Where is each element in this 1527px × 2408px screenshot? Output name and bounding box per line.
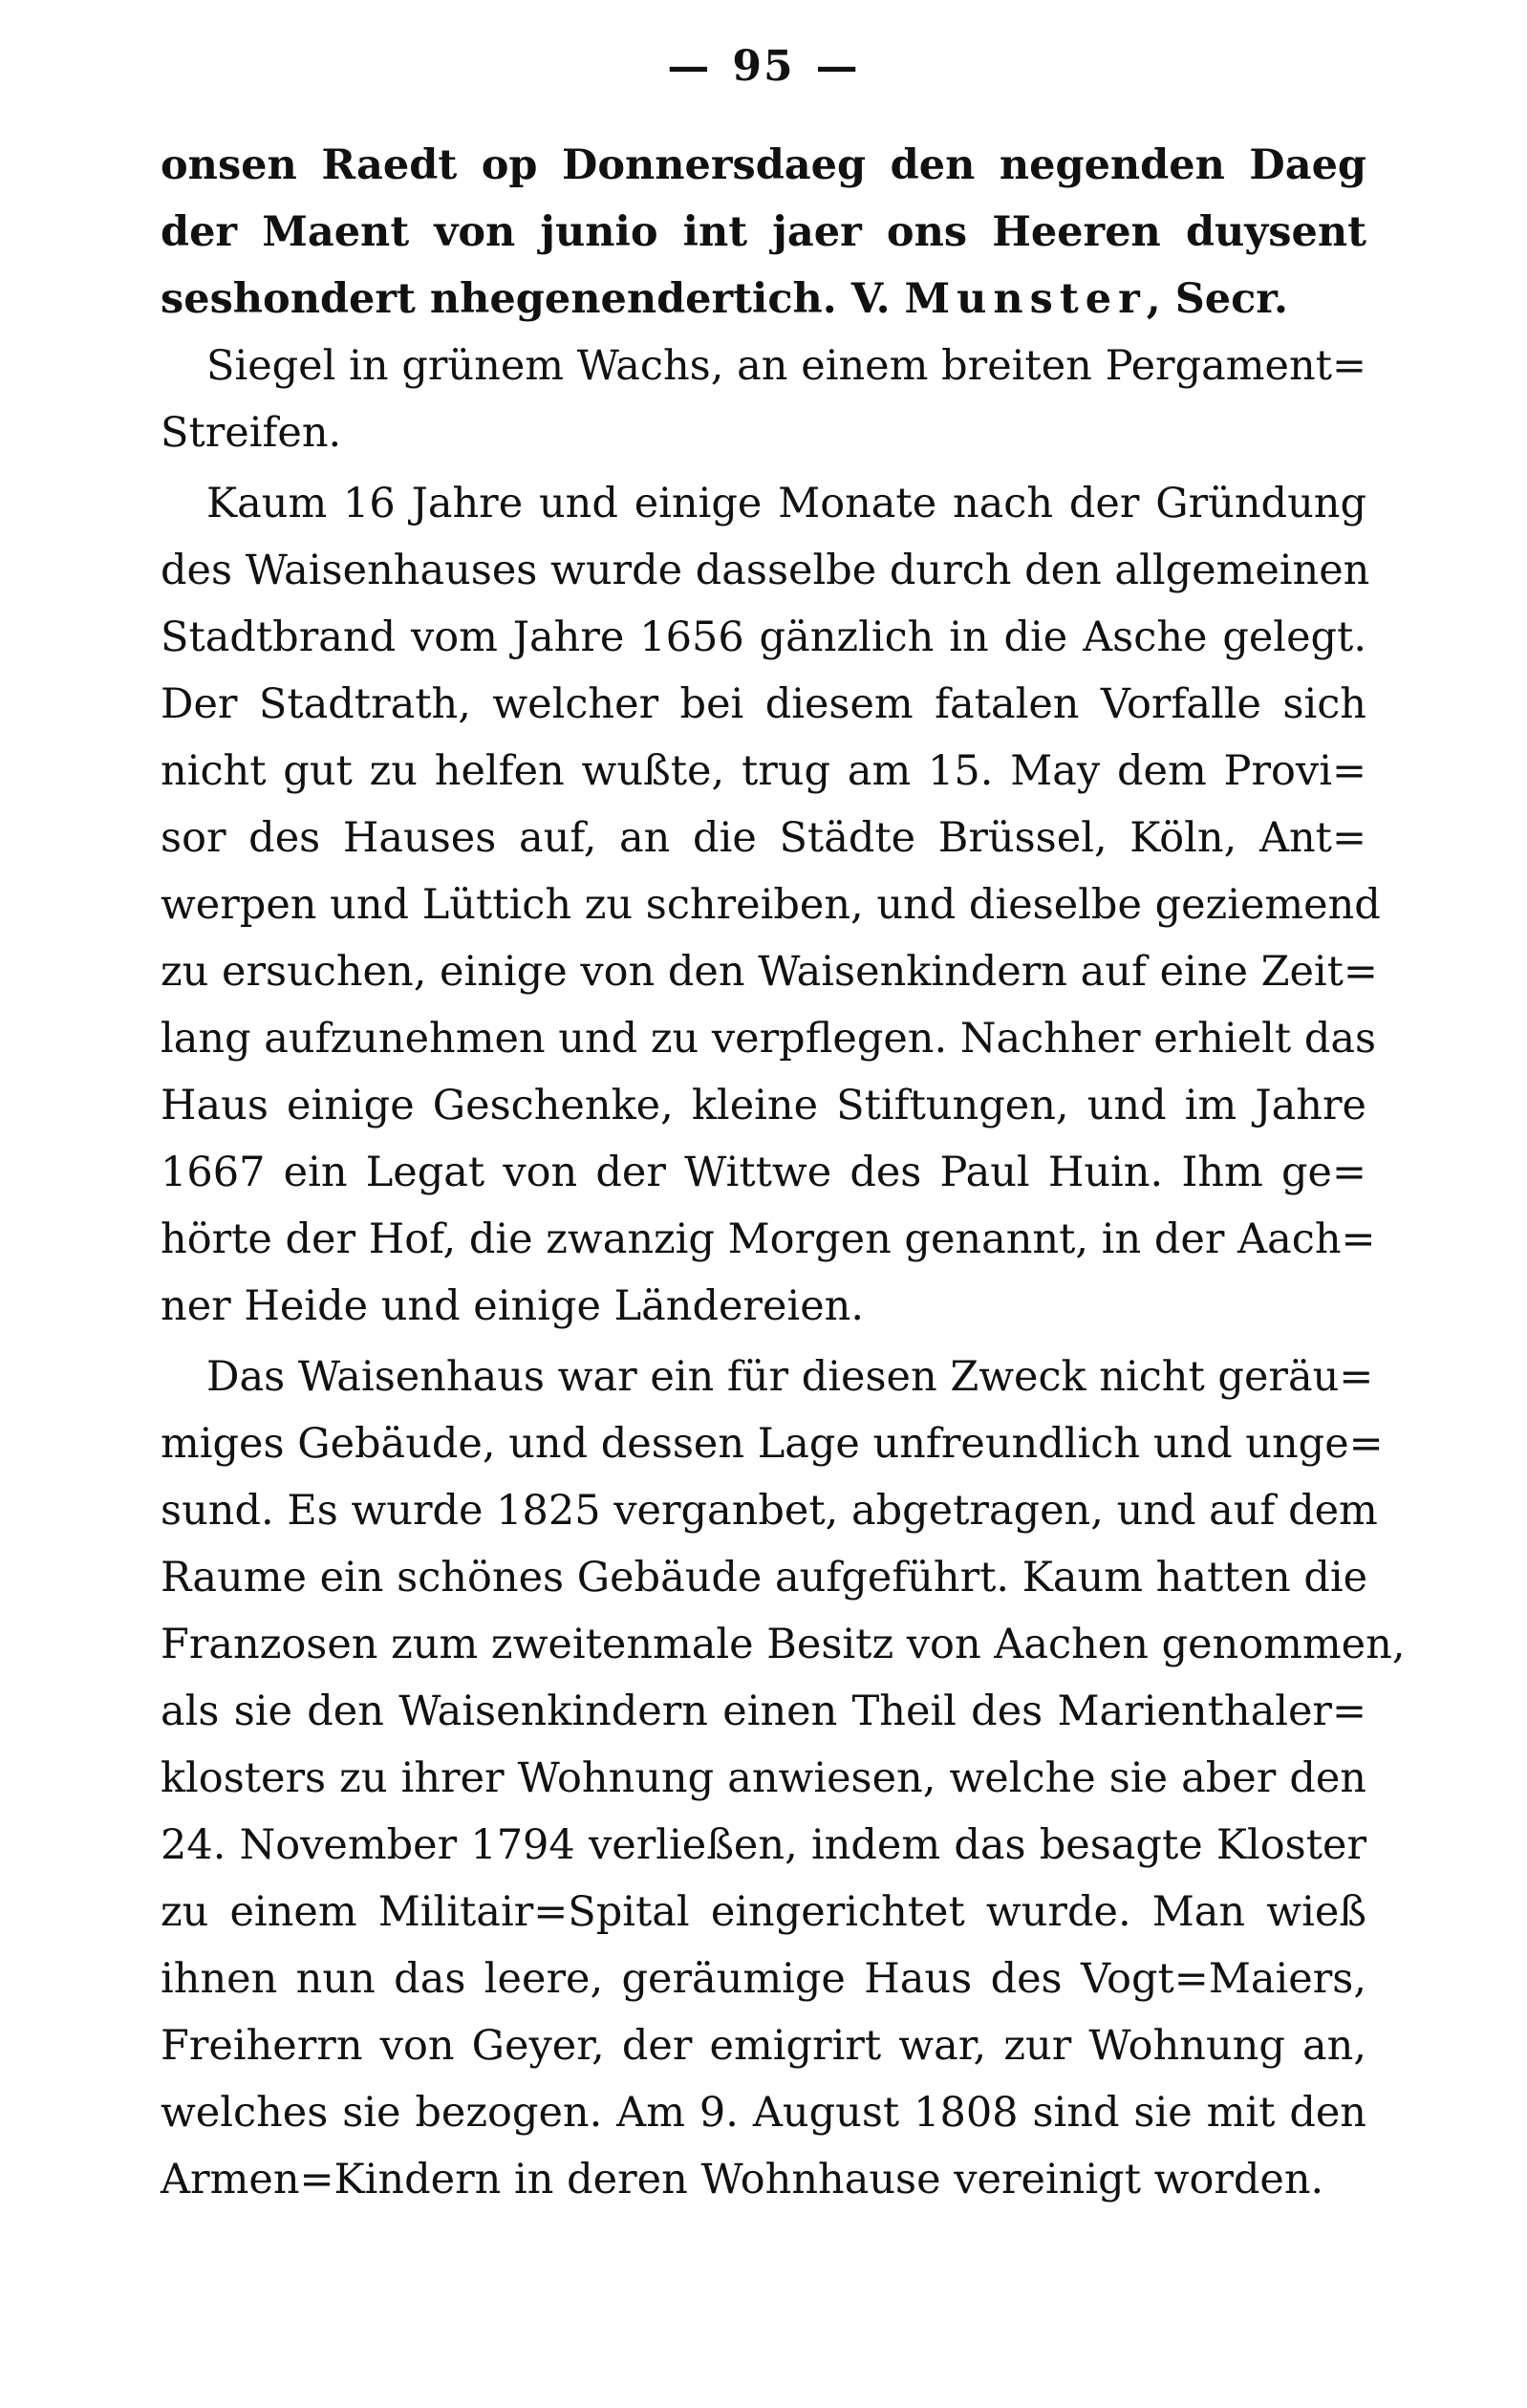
document-excerpt: [161, 132, 1366, 333]
text-line: Franzosen zum zweitenmale Besitz von Aachen genommen,: [161, 1621, 1406, 1668]
text-line: miges Gebäude, und dessen Lage unfreundlich und unge=: [161, 1420, 1384, 1468]
text-line: werpen und Lüttich zu schreiben, und dieselbe geziemend: [161, 881, 1381, 929]
page-number-header: [0, 42, 1527, 91]
page-body-text: [161, 132, 1406, 2213]
signatory-name: Munster: [904, 275, 1147, 323]
text-fragment: , Secr.: [1146, 275, 1288, 323]
text-line: ner Heide und einige Ländereien.: [161, 1282, 864, 1330]
text-line: onsen Raedt op Donnersdaeg den negenden Daeg: [161, 141, 1366, 189]
text-fragment: seshondert nhegenendertich. V.: [161, 275, 905, 323]
text-line: 24. November 1794 verließen, indem das besagte Kloster: [161, 1821, 1366, 1869]
text-line: als sie den Waisenkindern einen Theil des Marienthaler=: [161, 1688, 1366, 1735]
text-line: Raume ein schönes Gebäude aufgeführt. Kaum hatten die: [161, 1554, 1368, 1602]
text-line: zu ersuchen, einige von den Waisenkindern auf eine Zeit=: [161, 948, 1378, 996]
paragraph-fire: [161, 470, 1381, 1340]
text-line: Stadtbrand vom Jahre 1656 gänzlich in die Asche gelegt.: [161, 613, 1366, 661]
text-line: Haus einige Geschenke, kleine Stiftungen, und im Jahre: [161, 1082, 1366, 1129]
page-number: 95: [732, 42, 795, 91]
text-line: ihnen nun das leere, geräumige Haus des Vogt=Maiers,: [161, 1955, 1366, 2003]
text-line: welches sie bezogen. Am 9. August 1808 sind sie mit den: [161, 2089, 1366, 2137]
text-line: nicht gut zu helfen wußte, trug am 15. May dem Provi=: [161, 747, 1366, 795]
text-line: Siegel in grünem Wachs, an einem breiten Pergament=: [206, 342, 1366, 390]
page-number-dash-right: —: [815, 42, 860, 91]
paragraph-orphanage: [161, 1344, 1406, 2213]
text-line: Armen=Kindern in deren Wohnhause vereinigt worden.: [161, 2156, 1324, 2204]
text-line: Das Waisenhaus war ein für diesen Zweck nicht geräu=: [206, 1353, 1374, 1401]
text-line: 1667 ein Legat von der Wittwe des Paul Huin. Ihm ge=: [161, 1149, 1366, 1196]
text-line: lang aufzunehmen und zu verpflegen. Nachher erhielt das: [161, 1015, 1377, 1063]
text-line: der Maent von junio int jaer ons Heeren duysent: [161, 208, 1366, 256]
text-line: Streifen.: [161, 409, 342, 457]
text-line: sor des Hauses auf, an die Städte Brüssel, Köln, Ant=: [161, 814, 1366, 862]
text-line: hörte der Hof, die zwanzig Morgen genannt, in der Aach=: [161, 1215, 1376, 1263]
text-line: Kaum 16 Jahre und einige Monate nach der Gründung: [206, 480, 1366, 527]
text-line: klosters zu ihrer Wohnung anwiesen, welche sie aber den: [161, 1754, 1366, 1802]
text-line: des Waisenhauses wurde dasselbe durch den allgemeinen: [161, 547, 1370, 594]
seal-note-paragraph: [161, 333, 1366, 466]
text-line: Der Stadtrath, welcher bei diesem fatalen Vorfalle sich: [161, 680, 1366, 728]
text-line: [161, 266, 1366, 333]
page-number-dash-left: —: [667, 42, 712, 91]
text-line: zu einem Militair=Spital eingerichtet wurde. Man wieß: [161, 1888, 1366, 1936]
text-line: Freiherrn von Geyer, der emigrirt war, zur Wohnung an,: [161, 2022, 1366, 2070]
text-line: sund. Es wurde 1825 verganbet, abgetragen, und auf dem: [161, 1487, 1378, 1535]
